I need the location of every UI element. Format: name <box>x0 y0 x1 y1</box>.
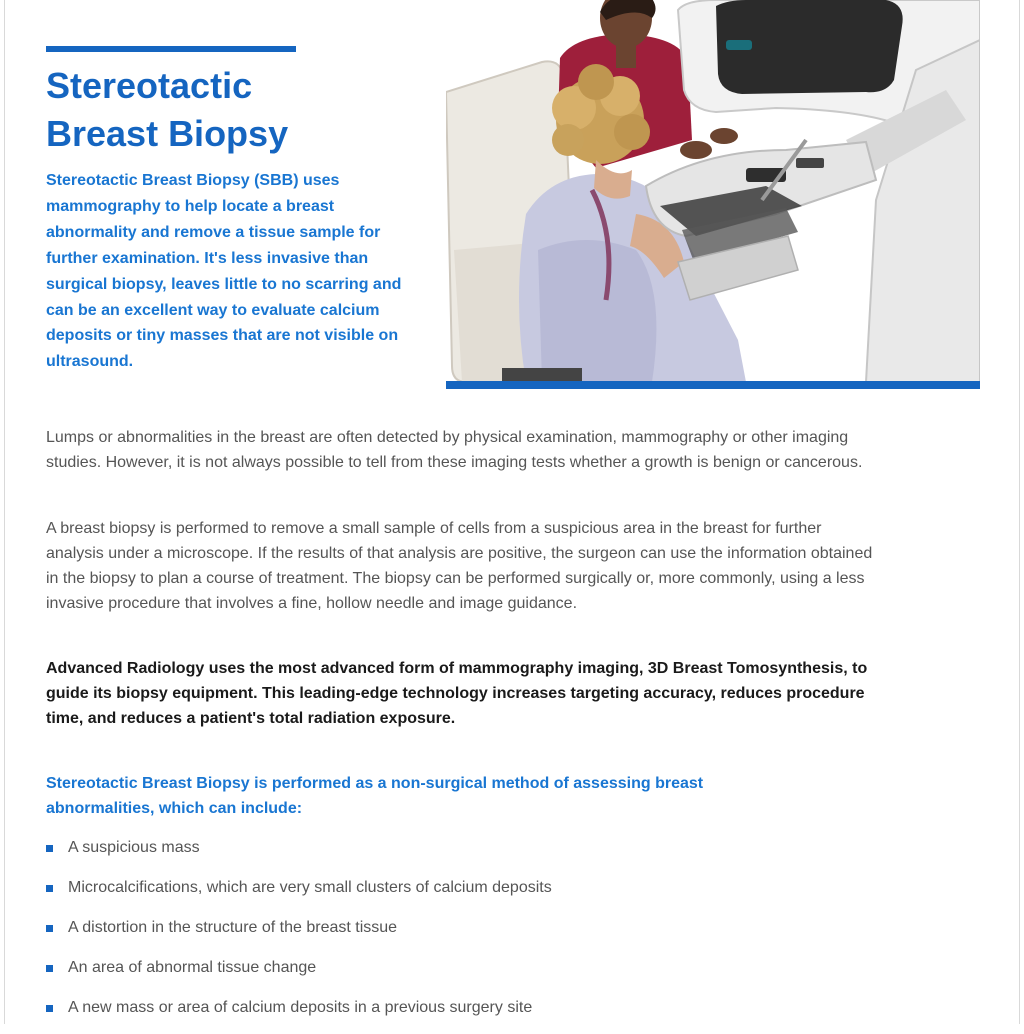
list-item-text: A suspicious mass <box>68 839 200 856</box>
photo-accent-rule <box>446 381 980 389</box>
list-item <box>46 834 946 874</box>
list-item-text: A new mass or area of calcium deposits in a previous surgery site <box>68 999 533 1016</box>
bullet-list-intro: Stereotactic Breast Biopsy is performed as a non-surgical method of assessing breast abnormalities, which can include: <box>46 775 704 817</box>
body-paragraph-2: A breast biopsy is performed to remove a small sample of cells from a suspicious area in the breast for further analysis under a microscope. If the results of that analysis are positive, the surgeon can use the information obtained in the biopsy to plan a course of treatment. The biopsy can be performed surgically or, more commonly, using a less invasive procedure that involves a fine, hollow needle and image guidance. <box>46 520 873 612</box>
title-accent-rule <box>46 46 296 52</box>
title-line-1: Stereotactic <box>46 65 253 106</box>
list-item-text: A distortion in the structure of the breast tissue <box>68 919 398 936</box>
square-bullet-icon <box>46 925 53 932</box>
body-paragraph-1: Lumps or abnormalities in the breast are often detected by physical examination, mammography or other imaging studies. However, it is not always possible to tell from these imaging tests whether a growth is benign or cancerous. <box>46 429 863 471</box>
list-item <box>46 994 946 1034</box>
abnormalities-list <box>46 834 946 1034</box>
hero-photo <box>446 0 980 382</box>
title-line-2: Breast Biopsy <box>46 113 289 154</box>
list-item-text: Microcalcifications, which are very small clusters of calcium deposits <box>68 879 552 896</box>
body-paragraph-3-emphasis: Advanced Radiology uses the most advanced form of mammography imaging, 3D Breast Tomosynthesis, to guide its biopsy equipment. This leading-edge technology increases targeting accuracy, reduces procedure time, and reduces a patient's total radiation exposure. <box>46 660 868 727</box>
list-item <box>46 954 946 994</box>
list-item <box>46 874 946 914</box>
list-item-text: An area of abnormal tissue change <box>68 959 317 976</box>
intro-paragraph: Stereotactic Breast Biopsy (SBB) uses mammography to help locate a breast abnormality and remove a tissue sample for further examination. It's less invasive than surgical biopsy, leaves little to no scarring and can be an excellent way to evaluate calcium deposits or tiny masses that are not visible on ultrasound. <box>46 172 402 371</box>
square-bullet-icon <box>46 885 53 892</box>
list-item <box>46 914 946 954</box>
square-bullet-icon <box>46 1005 53 1012</box>
page-title <box>46 62 426 158</box>
square-bullet-icon <box>46 965 53 972</box>
square-bullet-icon <box>46 845 53 852</box>
